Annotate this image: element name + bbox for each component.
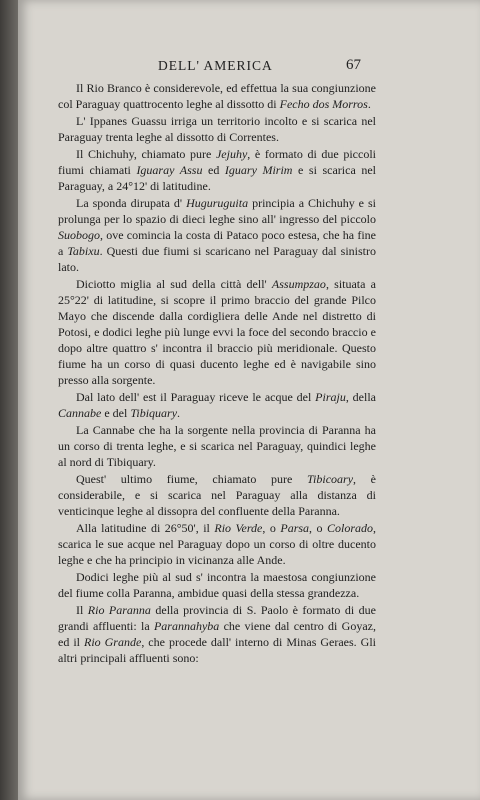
- text-run: Dodici leghe più al sud s' incontra la maestosa congiunzione del fiume colla Paranna, ambidue quasi della stessa grandezza.: [58, 570, 376, 600]
- italic-place-name: Cannabe: [58, 406, 102, 420]
- paragraph: [58, 471, 376, 519]
- text-run: La sponda dirupata d': [76, 196, 187, 210]
- paragraph: [58, 602, 376, 666]
- text-run: , situata a 25°22' di latitudine, si scopre il primo braccio del grande Pilco Mayo che discende dalla cordigliera delle Ande nel distretto di Potosi, e dodici leghe più lunge evvi la foce del secondo braccio e dopo altre quattro s' incontra il braccio più meridionale. Questo fiume ha un corso di quasi ducento leghe ed è navigabile sino presso alla sorgente.: [58, 277, 377, 387]
- text-run: Diciotto miglia al sud della città dell': [76, 277, 272, 291]
- paragraph: [58, 389, 376, 421]
- paragraph: [58, 195, 376, 275]
- text-run: ed: [202, 163, 225, 177]
- text-run: L' Ippanes Guassu irriga un territorio incolto e si scarica nel Paraguay trenta leghe al dissotto di Correntes.: [58, 114, 376, 144]
- italic-place-name: Jejuhy: [215, 147, 248, 161]
- text-run: della provincia di S. Paolo è formato di due grandi affluenti: la: [58, 603, 376, 633]
- italic-place-name: Rio Paranna: [87, 603, 151, 617]
- paragraph: [58, 569, 376, 601]
- text-run: Il: [76, 603, 88, 617]
- text-run: , ove comincia la costa di Pataco poco estesa, che ha fine a: [58, 228, 376, 258]
- italic-place-name: Colorado: [327, 521, 374, 535]
- text-run: Dal lato dell' est il Paraguay riceve le acque del: [76, 390, 316, 404]
- italic-place-name: Huguruguita: [186, 196, 249, 210]
- text-run: , è formato di due piccoli fiumi chiamati: [58, 147, 376, 177]
- italic-place-name: Parannahyba: [153, 619, 220, 633]
- text-run: .: [367, 97, 371, 111]
- text-run: che viene dal centro di Goyaz, ed il: [58, 619, 376, 649]
- text-run: La Cannabe che ha la sorgente nella provincia di Paranna ha un corso di trenta leghe, e si scarica nel Paraguay, quindici leghe al nord di Tibiquary.: [58, 423, 376, 469]
- text-run: , o: [262, 521, 281, 535]
- text-run: Alla latitudine di 26°50', il: [76, 521, 215, 535]
- text-run: Quest' ultimo fiume, chiamato pure: [76, 472, 308, 486]
- paragraph: [58, 520, 376, 568]
- page-header: [0, 58, 480, 80]
- text-run: , è considerabile, e si scarica nel Paraguay alla distanza di venticinque leghe al dissopra del confluente della Paranna.: [58, 472, 377, 518]
- text-run: .: [177, 406, 181, 420]
- paragraph: [58, 276, 376, 388]
- running-title: DELL' AMERICA: [158, 58, 273, 73]
- text-run: , o: [309, 521, 327, 535]
- text-run: Il Rio Branco è considerevole, ed effettua la sua congiunzione col Paraguay quattrocento leghe al dissotto di: [58, 81, 376, 111]
- page-number: 67: [346, 57, 361, 73]
- italic-place-name: Piraju: [315, 390, 346, 404]
- italic-place-name: Rio Verde: [214, 521, 263, 535]
- text-run: e si scarica nel Paraguay, a 24°12' di latitudine.: [58, 163, 377, 193]
- italic-place-name: Iguary Mirim: [224, 163, 293, 177]
- italic-place-name: Iguaray Assu: [136, 163, 203, 177]
- italic-place-name: Tibicoary: [307, 472, 354, 486]
- italic-place-name: Suobogo: [58, 228, 100, 242]
- italic-place-name: Assumpzao: [271, 277, 326, 291]
- text-run: . Questi due fiumi si scaricano nel Paraguay dal sinistro lato.: [58, 244, 376, 274]
- italic-place-name: Tabixu: [67, 244, 100, 258]
- book-gutter-shadow: [0, 0, 18, 800]
- paragraph: [58, 422, 376, 470]
- text-run: Il Chichuhy, chiamato pure: [76, 147, 216, 161]
- text-run: , che procede dall' interno di Minas Geraes. Gli altri principali affluenti sono:: [58, 635, 376, 665]
- paragraph: [58, 113, 376, 145]
- text-run: e del: [101, 406, 131, 420]
- paragraph: [58, 80, 376, 112]
- italic-place-name: Fecho dos Morros: [279, 97, 368, 111]
- body-text: [58, 80, 376, 666]
- italic-place-name: Rio Grande: [83, 635, 142, 649]
- text-run: , scarica le sue acque nel Paraguay dopo un corso di oltre ducento leghe e che ha principio in vicinanza alle Ande.: [58, 521, 377, 567]
- italic-place-name: Parsa: [280, 521, 310, 535]
- text-run: , della: [345, 390, 376, 404]
- text-run: principia a Chichuhy e si prolunga per lo spazio di dieci leghe sino all' ingresso del piccolo: [58, 196, 376, 226]
- italic-place-name: Tibiquary: [130, 406, 178, 420]
- paragraph: [58, 146, 376, 194]
